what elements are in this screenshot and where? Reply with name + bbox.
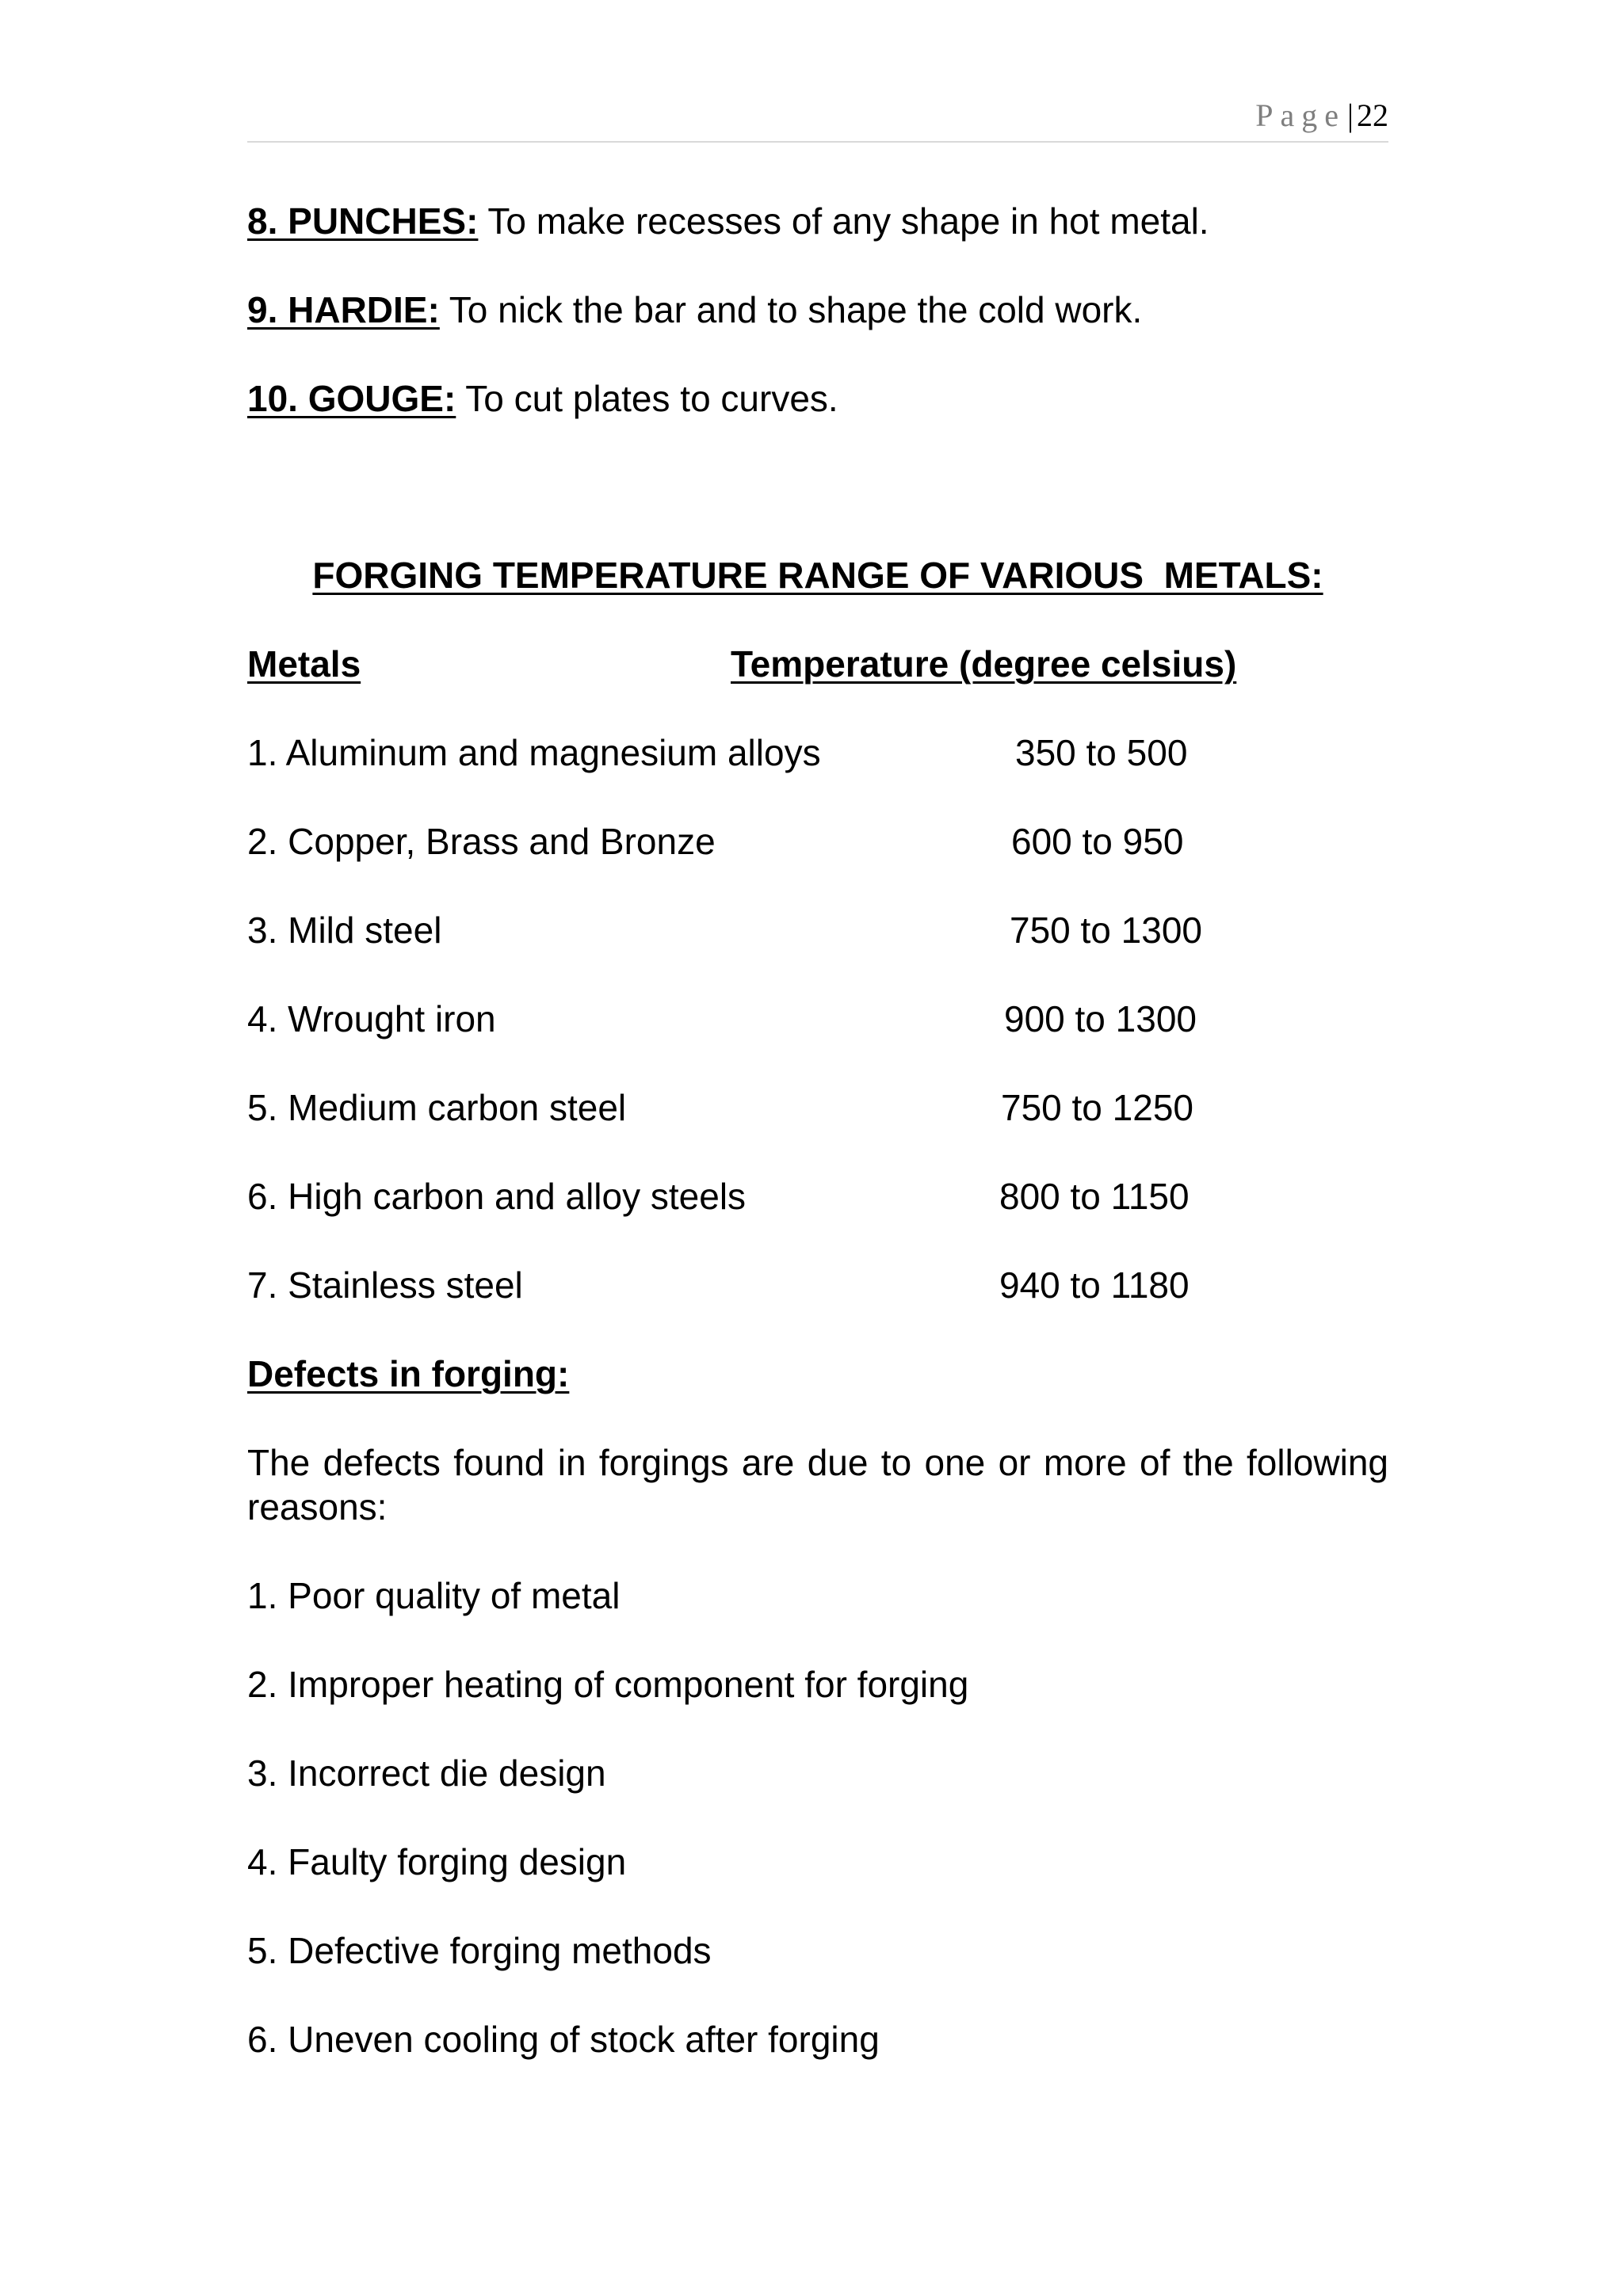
temperature-column-header: [731, 643, 1236, 685]
metal-name: 3. Mild steel: [247, 910, 442, 951]
forging-temperature-heading: [247, 555, 1388, 596]
defects-intro-paragraph: The defects found in forgings are due to one or more of the following reasons:: [247, 1442, 1388, 1527]
defect-reason: 3. Incorrect die design: [247, 1753, 606, 1794]
metals-column-header: [247, 643, 361, 685]
defect-reason: 4. Faulty forging design: [247, 1841, 627, 1882]
page-number-label: [1255, 97, 1388, 133]
temperature-range: 350 to 500: [1015, 732, 1188, 773]
temperature-range: 750 to 1250: [1001, 1087, 1194, 1128]
temperature-range: 940 to 1180: [999, 1264, 1190, 1306]
defect-reason: 5. Defective forging methods: [247, 1930, 712, 1971]
tool-item: [247, 200, 1209, 242]
temperature-range: 800 to 1150: [999, 1176, 1190, 1217]
defect-reason: 6. Uneven cooling of stock after forging: [247, 2019, 880, 2060]
page-word: Page: [1255, 97, 1346, 133]
defects-heading: [247, 1353, 569, 1394]
metal-name: 6. High carbon and alloy steels: [247, 1176, 747, 1217]
metals-column-header-text: Metals: [247, 643, 361, 685]
tool-label: 10. GOUGE:: [247, 378, 456, 419]
metal-name: 7. Stainless steel: [247, 1264, 523, 1306]
temperature-range: 600 to 950: [1011, 821, 1184, 862]
temperature-range: 900 to 1300: [1004, 998, 1197, 1039]
defect-reason: 1. Poor quality of metal: [247, 1575, 621, 1616]
tool-item: [247, 378, 838, 419]
page-header: [247, 95, 1388, 143]
tool-description: To make recesses of any shape in hot metal.: [478, 200, 1209, 242]
tool-description: To cut plates to curves.: [456, 378, 838, 419]
metal-name: 1. Aluminum and magnesium alloys: [247, 732, 821, 773]
defect-reason: 2. Improper heating of component for forging: [247, 1664, 969, 1705]
page-number: 22: [1357, 97, 1388, 133]
tool-description: To nick the bar and to shape the cold work.: [439, 289, 1143, 330]
tool-item: [247, 289, 1142, 330]
temperature-range: 750 to 1300: [1010, 910, 1203, 951]
metal-name: 5. Medium carbon steel: [247, 1087, 627, 1128]
metal-name: 4. Wrought iron: [247, 998, 496, 1039]
temperature-column-header-text: Temperature (degree celsius): [731, 643, 1237, 685]
tool-label: 8. PUNCHES:: [247, 200, 479, 242]
defects-heading-text: Defects in forging:: [247, 1353, 570, 1394]
page-separator: |: [1346, 97, 1354, 133]
tool-label: 9. HARDIE:: [247, 289, 440, 330]
metal-name: 2. Copper, Brass and Bronze: [247, 821, 716, 862]
forging-temperature-heading-text: FORGING TEMPERATURE RANGE OF VARIOUS METALS:: [312, 555, 1323, 596]
